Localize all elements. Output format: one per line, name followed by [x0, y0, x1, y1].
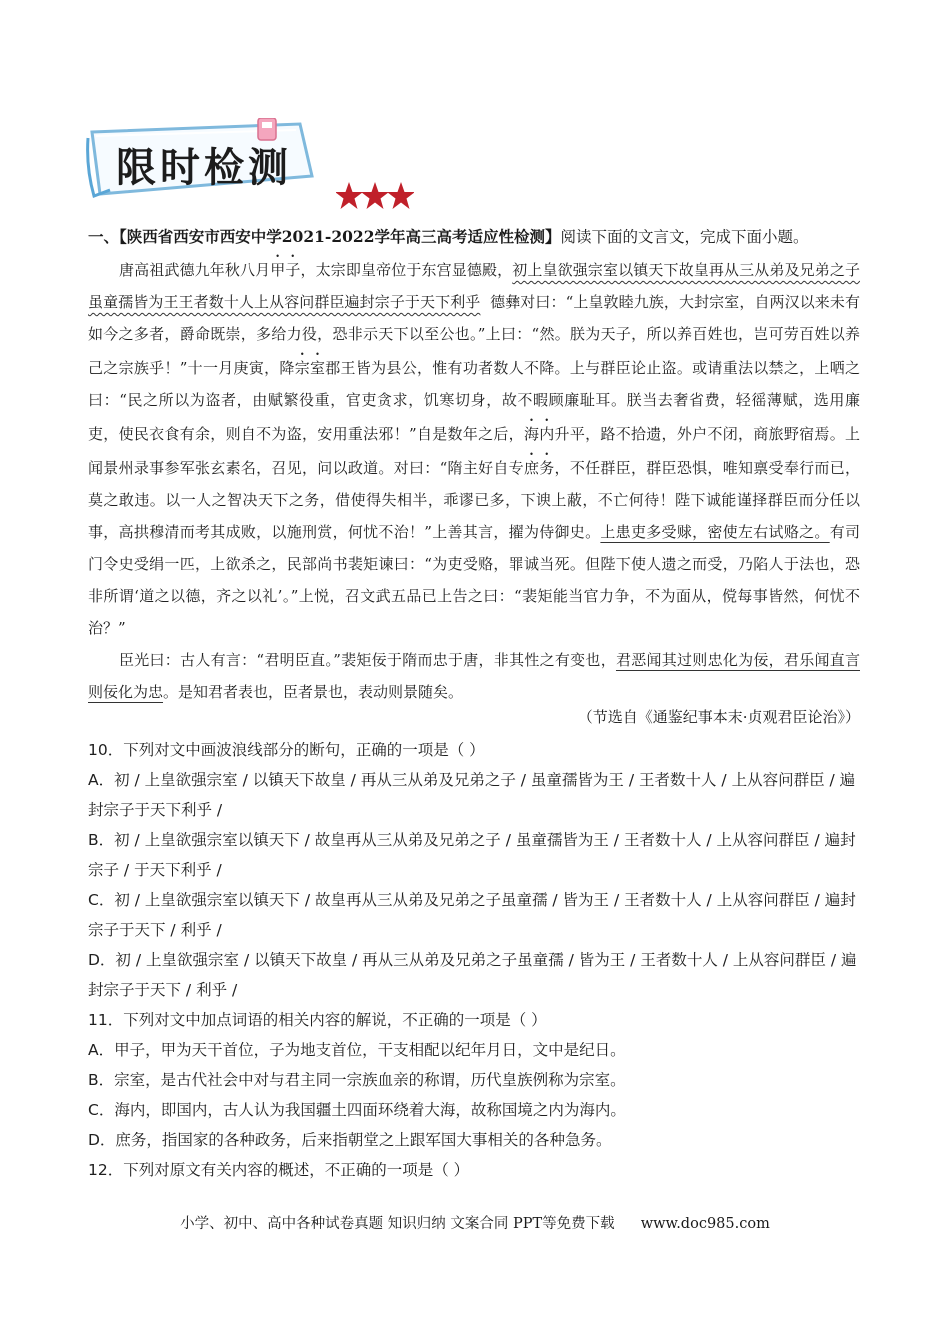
question-12: 12．下列对原文有关内容的概述，不正确的一项是（ ） [88, 1161, 470, 1179]
section-heading [88, 226, 868, 248]
passage-text: 臣光曰：古人有言：“君明臣直。”裴矩佞于隋而忠于唐，非其性之有变也， [119, 651, 616, 669]
question-10-option-c: C．初 / 上皇欲强宗室以镇天下 / 故皇再从三从弟及兄弟之子虽童孺 / 皆为王 / 王者数十人 / 上从容问群臣 / 遍封宗子于天下 / 利乎 / [88, 891, 856, 939]
passage-text: 。是知君者表也，臣者景也，表动则景随矣。 [163, 683, 464, 701]
wavy-underlined-sentence: 初上皇欲强宗室以镇天下故皇再从三从弟及兄弟之子虽童孺皆为王王者数十人上从容问群臣遍封宗子于天下利乎 [88, 261, 860, 311]
passage-text: ，太宗即皇帝位于东宫显德殿， [300, 261, 513, 279]
badge-title: 限时检测 [116, 144, 292, 191]
passage-text: 升平，路不拾遗，外户不闭，商旅野宿焉。上闻景州录事参军张玄素名，召见，问以政道。对曰：“隋主好自专 [88, 425, 860, 477]
dotted-term-zongshi: 宗室 [294, 359, 326, 377]
question-11-option-b: B．宗室，是古代社会中对与君主同一宗族血亲的称谓，历代皇族例称为宗室。 [88, 1071, 626, 1089]
dotted-term-shuwu: 庶务 [523, 459, 555, 477]
question-list [88, 735, 863, 1185]
passage-paragraph-2 [88, 644, 860, 708]
footer-text: 小学、初中、高中各种试卷真题 知识归纳 文案合同 PPT等免费下载 [180, 1216, 615, 1232]
passage-source: （节选自《通鉴纪事本末·贞观君臣论治》） [577, 708, 860, 726]
question-11-option-c: C．海内，即国内，古人认为我国疆土四面环绕着大海，故称国境之内为海内。 [88, 1101, 626, 1119]
underlined-sentence-1: 上患吏多受赇，密使左右试赂之。 [600, 523, 830, 541]
passage-paragraph-1 [88, 252, 860, 644]
section-instruction: 阅读下面的文言文，完成下面小题。 [560, 228, 809, 246]
question-10-option-d: D．初 / 上皇欲强宗室 / 以镇天下故皇 / 再从三从弟及兄弟之子虽童孺 / 皆为王 / 王者数十人 / 上从容问群臣 / 遍封宗子于天下 / 利乎 / [88, 951, 857, 999]
underlined-sentence-2: 君恶闻其过则忠化为佞，君乐闻直言则佞化为忠 [88, 651, 860, 701]
reading-passage [88, 252, 860, 708]
question-10-option-a: A．初 / 上皇欲强宗室 / 以镇天下故皇 / 再从三从弟及兄弟之子 / 虽童孺皆为王 / 王者数十人 / 上从容问群臣 / 遍封宗子于天下利乎 / [88, 771, 856, 819]
section-prefix: 一、 [88, 227, 120, 246]
star-icon [336, 182, 363, 209]
passage-text: ，不任群臣，群臣恐惧，唯知禀受奉行而已，莫之敢违。以一人之智决天下之务，借使得失相半，乖谬已多，下谀上蔽，不亡何待！陛下诚能谨择群臣而分任以事，高拱穆清而考其成败，以施刑赏，何忧不治！”上善其言，擢为侍御史。 [88, 459, 860, 541]
exam-source: 【陕西省西安市西安中学2021-2022学年高三高考适应性检测】 [119, 227, 561, 246]
question-10: 10．下列对文中画波浪线部分的断句，正确的一项是（ ） [88, 741, 485, 759]
passage-text: 唐高祖武德九年秋八月 [119, 261, 271, 279]
dotted-term-hainei: 海内 [523, 425, 555, 443]
passage-text: 德彝对曰：“上皇敦睦九族，大封宗室，自两汉以来未有如今之多者，爵命既崇，多给力役，恐非示天下以至公也。”上曰：“然。朕为天子，所以养百姓也，岂可劳百姓以养己之宗族乎！”十一月庚寅，降 [88, 293, 860, 377]
page-footer [0, 1212, 950, 1233]
question-11: 11．下列对文中加点词语的相关内容的解说，不正确的一项是（ ） [88, 1011, 547, 1029]
dotted-term-jiazi: 甲子 [270, 261, 301, 279]
star-icon [387, 182, 414, 209]
question-11-option-a: A．甲子，甲为天干首位，子为地支首位，干支相配以纪年月日，文中是纪日。 [88, 1041, 626, 1059]
passage-text: 有司门令史受绢一匹，上欲杀之，民部尚书裴矩谏曰：“为吏受赂，罪诚当死。但陛下使人遗之而受，乃陷人于法也，恐非所谓‘道之以德，齐之以礼’。”上悦，召文武五品已上告之曰：“裴矩能当官力争，不为面从，傥每事皆然，何忧不治？” [88, 523, 860, 637]
star-icon [361, 182, 389, 209]
footer-url[interactable]: www.doc985.com [640, 1216, 770, 1232]
difficulty-stars [336, 178, 414, 216]
question-11-option-d: D．庶务，指国家的各种政务，后来指朝堂之上跟军国大事相关的各种急务。 [88, 1131, 612, 1149]
question-10-option-b: B．初 / 上皇欲强宗室以镇天下 / 故皇再从三从弟及兄弟之子 / 虽童孺皆为王 / 王者数十人 / 上从容问群臣 / 遍封宗子 / 于天下利乎 / [88, 831, 856, 879]
passage-text: 郡王皆为县公，惟有功者数人不降。上与群臣论止盗。或请重法以禁之，上哂之曰：“民之所以为盗者，由赋繁役重，官吏贪求，饥寒切身，故不暇顾廉耻耳。朕当去奢省费，轻徭薄赋，选用廉吏，使民衣食有余，则自不为盗，安用重法邪！”自是数年之后， [88, 359, 860, 443]
